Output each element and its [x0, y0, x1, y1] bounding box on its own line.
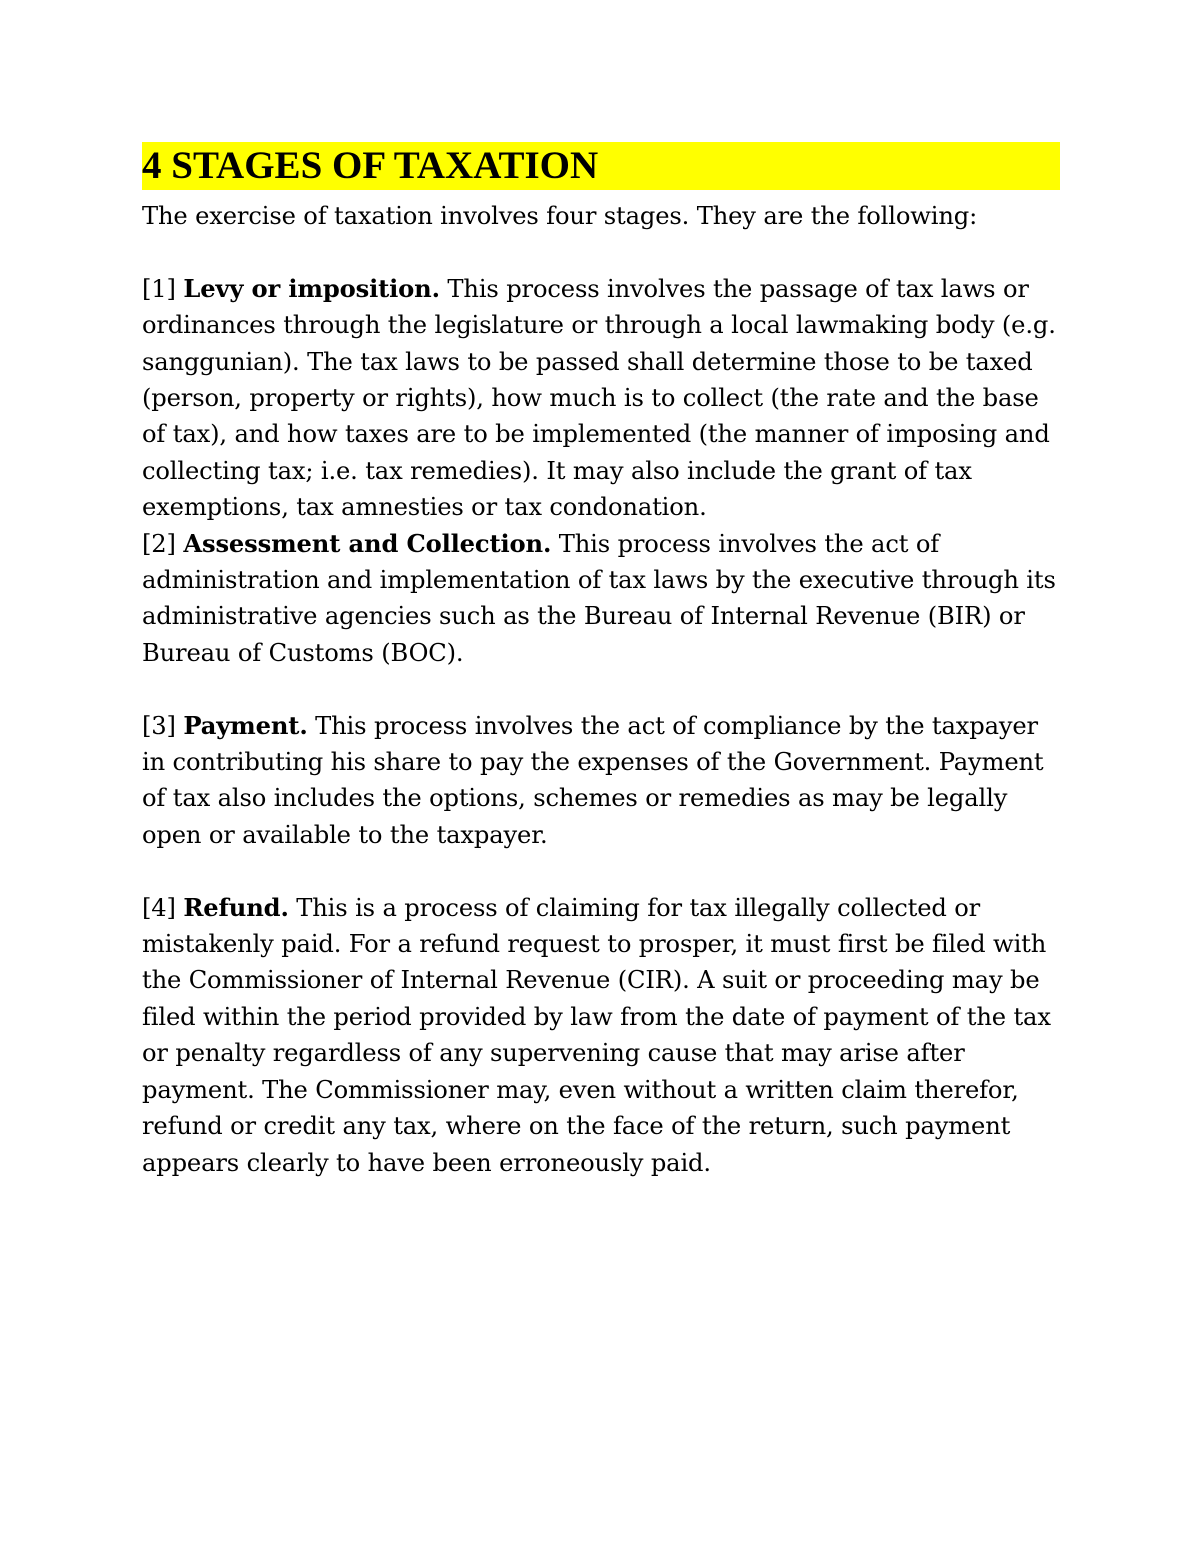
- stage-4-heading: Refund.: [183, 892, 289, 922]
- stage-1-heading: Levy or imposition.: [183, 273, 440, 303]
- stage-3-heading: Payment.: [183, 710, 308, 740]
- stage-2-heading: Assessment and Collection.: [183, 528, 552, 558]
- stage-4-text: This is a process of claiming for tax illegally collected or mistakenly paid. For a refund request to prosper, it must first be filed with the Commissioner of Internal Revenue (CIR). A suit or proceeding may be filed within the period provided by law from the date of payment of the tax or penalty regardless of any supervening cause that may arise after payment. The Commissioner may, even without a written claim therefor, refund or credit any tax, where on the face of the return, such payment appears clearly to have been erroneously paid.: [142, 893, 1051, 1177]
- stage-1-paragraph: [142, 271, 1060, 526]
- stage-3-paragraph: [142, 708, 1060, 854]
- stage-4-number: [4]: [142, 893, 176, 922]
- stage-2-paragraph: [142, 526, 1060, 672]
- stage-2-text: This process involves the act of administration and implementation of tax laws by the executive through its administrative agencies such as the Bureau of Internal Revenue (BIR) or Bureau of Customs (BOC).: [142, 529, 1056, 667]
- intro-paragraph: The exercise of taxation involves four stages. They are the following:: [142, 202, 978, 230]
- stage-3-number: [3]: [142, 711, 176, 740]
- document-page: [142, 142, 1060, 1181]
- spacer: [142, 234, 1060, 270]
- title-highlight: [142, 142, 1060, 190]
- stage-4-paragraph: [142, 890, 1060, 1181]
- stage-2-number: [2]: [142, 529, 176, 558]
- document-title: 4 STAGES OF TAXATION: [142, 144, 599, 187]
- spacer: [142, 671, 1060, 707]
- spacer: [142, 853, 1060, 889]
- stage-3-text: This process involves the act of compliance by the taxpayer in contributing his share to pay the expenses of the Government. Payment of tax also includes the options, schemes or remedies as may be legally open or available to the taxpayer.: [142, 711, 1044, 849]
- stage-1-number: [1]: [142, 274, 176, 303]
- stage-1-text: This process involves the passage of tax laws or ordinances through the legislature or through a local lawmaking body (e.g. sanggunian). The tax laws to be passed shall determine those to be taxed (person, property or rights), how much is to collect (the rate and the base of tax), and how taxes are to be implemented (the manner of imposing and collecting tax; i.e. tax remedies). It may also include the grant of tax exemptions, tax amnesties or tax condonation.: [142, 274, 1056, 522]
